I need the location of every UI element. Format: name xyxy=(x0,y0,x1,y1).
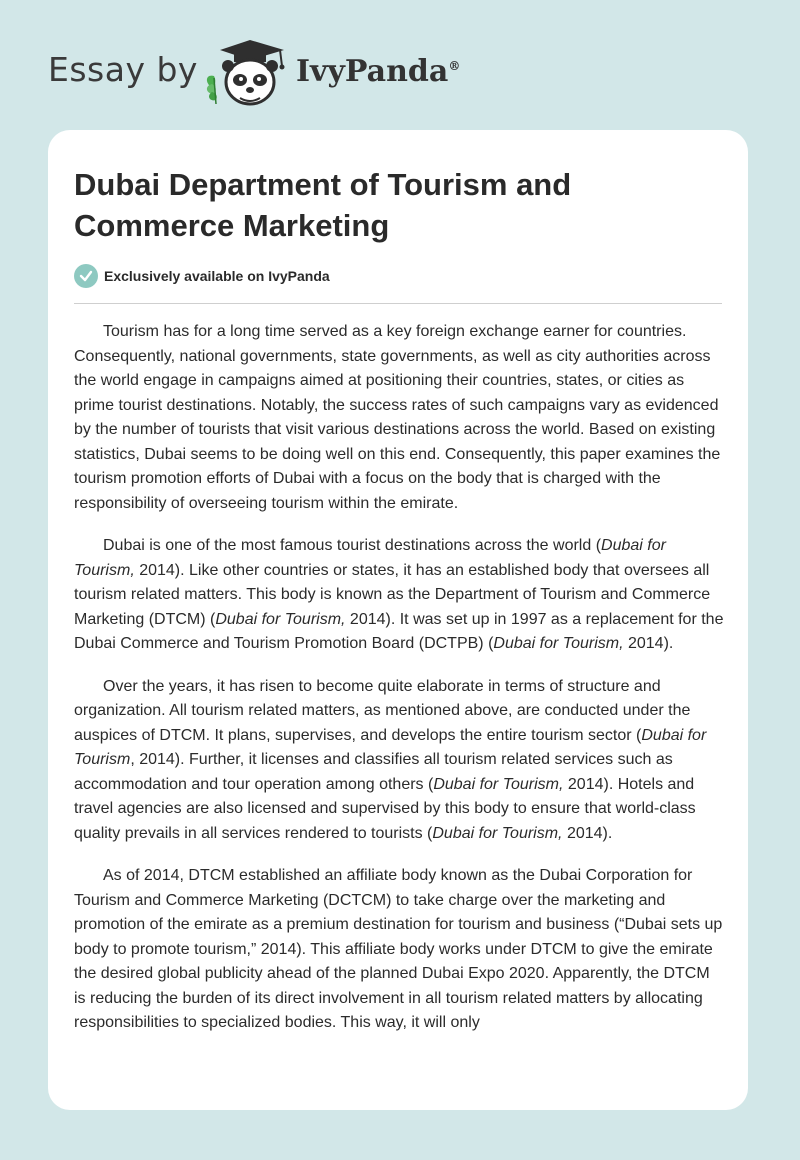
badge-label: Exclusively available on IvyPanda xyxy=(104,268,330,284)
citation-text: Dubai for Tourism, xyxy=(433,775,564,793)
essay-body xyxy=(74,320,724,1054)
paragraph-text: Dubai is one of the most famous tourist destinations across the world ( xyxy=(103,537,602,554)
citation-text: Dubai for Tourism xyxy=(74,726,707,768)
citation-text: Dubai for Tourism, xyxy=(432,824,563,842)
paragraph-text: , 2014). Further, it licenses and classifies all tourism related services such as accommodation and tour operation among others ( xyxy=(74,751,673,793)
brand-name[interactable] xyxy=(296,54,460,89)
paragraph-text: 2014). xyxy=(623,635,674,652)
panda-graduation-icon[interactable] xyxy=(200,38,294,108)
paragraph-text: As of 2014, DTCM established an affiliate body known as the Dubai Corporation for Tourism and Commerce Marketing (DCTCM) to take charge over the marketing and promotion of the emirate as a premium destination for tourism and business (“Dubai sets up body to promote tourism,” 2014). This affiliate body works under DTCM to give the emirate the desired global publicity ahead of the planned Dubai Expo 2020. Apparently, the DTCM is reducing the burden of its direct involvement in all tourism related matters by allocating responsibilities to specialized bodies. This way, it will only xyxy=(74,867,723,1031)
paragraph-text: Tourism has for a long time served as a key foreign exchange earner for countries. Consequently, national governments, state governments, as well as city authorities across the world engage in campaigns aimed at positioning their countries, states, or cities as prime tourist destinations. Notably, the success rates of such campaigns vary as evidenced by the number of tourists that visit various destinations across the world. Based on existing statistics, Dubai seems to be doing well on this end. Consequently, this paper examines the tourism promotion efforts of Dubai with a focus on the body that is charged with the responsibility of overseeing tourism within the emirate. xyxy=(74,323,721,512)
site-header xyxy=(0,0,800,130)
paragraph xyxy=(74,320,724,516)
citation-text: Dubai for Tourism, xyxy=(493,635,624,652)
page-title: Dubai Department of Tourism and Commerce Marketing xyxy=(74,167,572,243)
paragraph xyxy=(74,864,724,1036)
paragraph-text: 2014). Like other countries or states, it has an established body that oversees all tourism related matters. This body is known as the Department of Tourism and Commerce Marketing (DTCM) ( xyxy=(74,561,711,628)
paragraph-text: 2014). xyxy=(562,824,613,842)
paragraph xyxy=(74,675,724,847)
citation-text: Dubai for Tourism, xyxy=(215,610,346,628)
paragraph-text: 2014). It was set up in 1997 as a replacement for the Dubai Commerce and Tourism Promotion Board (DCTPB) ( xyxy=(74,610,724,652)
divider xyxy=(74,303,722,304)
brand-text: IvyPanda xyxy=(296,54,449,89)
citation-text: Dubai for Tourism, xyxy=(74,537,666,579)
checkmark-icon xyxy=(74,264,98,288)
paragraph-text: Over the years, it has risen to become quite elaborate in terms of structure and organization. All tourism related matters, as mentioned above, are conducted under the auspices of DTCM. It plans, supervises, and develops the entire tourism sector ( xyxy=(74,677,691,744)
registered-mark: ® xyxy=(448,59,461,73)
essay-by-label: Essay by xyxy=(48,50,198,89)
exclusive-badge xyxy=(74,264,330,288)
paragraph-text: 2014). Hotels and travel agencies are also licensed and supervised by this body to ensure that world-class quality prevails in all services rendered to tourists ( xyxy=(74,775,696,842)
paragraph xyxy=(74,534,724,657)
essay-card xyxy=(48,130,748,1110)
